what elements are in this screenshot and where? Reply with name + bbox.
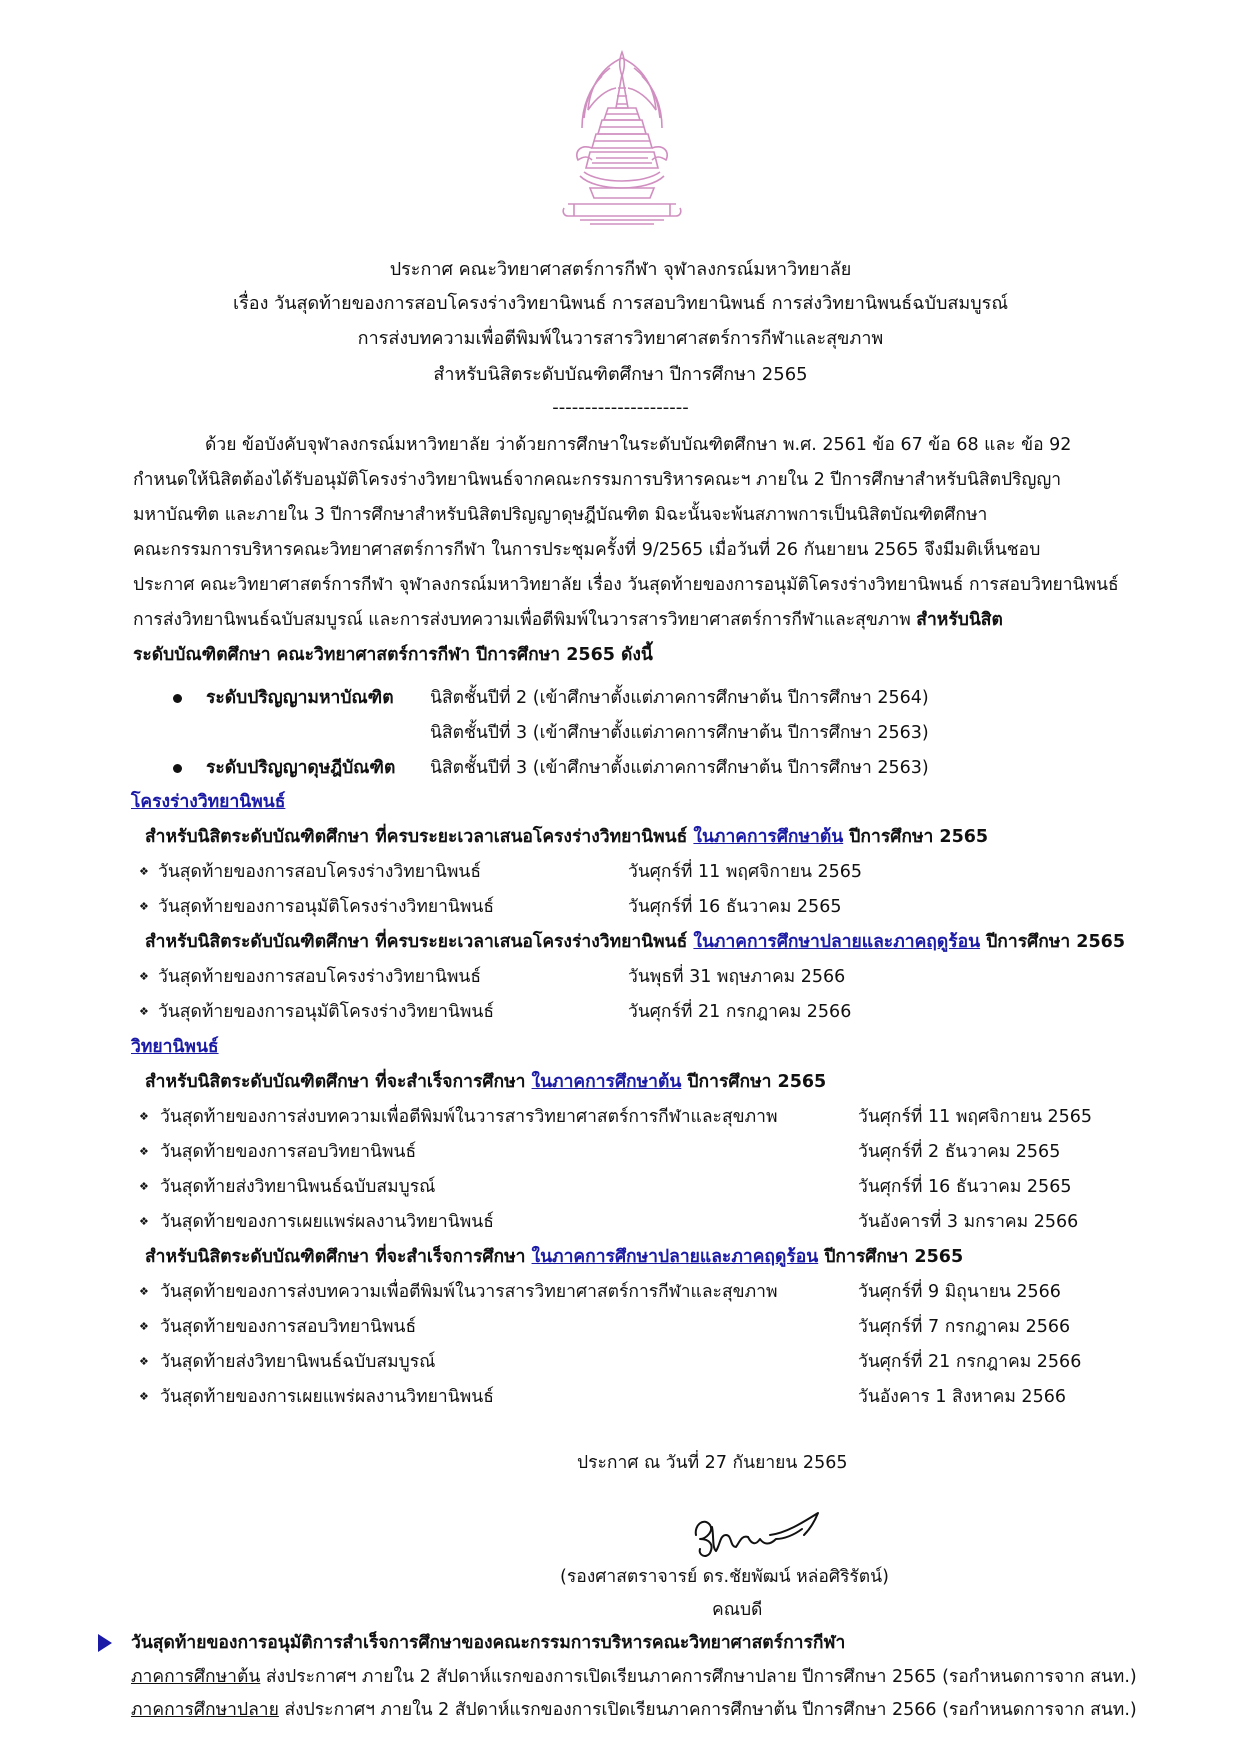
- deadline-label: วันสุดท้ายของการสอบโครงร่างวิทยานิพนธ์: [158, 967, 481, 987]
- heading-text: ปีการศึกษา 2565: [818, 1247, 964, 1267]
- deadline-date: วันอังคาร 1 สิงหาคม 2566: [858, 1387, 1066, 1407]
- heading-text: ปีการศึกษา 2565: [681, 1072, 827, 1092]
- deadline-label: วันสุดท้ายของการสอบวิทยานิพนธ์: [160, 1317, 417, 1337]
- intro-line: ด้วย ข้อบังคับจุฬาลงกรณ์มหาวิทยาลัย ว่าด้วยการศึกษาในระดับบัณฑิตศึกษา พ.ศ. 2561 ข้อ 67 ข้อ 68 และ ข้อ 92: [205, 435, 1072, 455]
- heading-text: สำหรับนิสิตระดับบัณฑิตศึกษา ที่ครบระยะเวลาเสนอโครงร่างวิทยานิพนธ์: [145, 932, 694, 952]
- deadline-date: วันศุกร์ที่ 21 กรกฎาคม 2566: [628, 1002, 852, 1022]
- master-year3-text: นิสิตชั้นปีที่ 3 (เข้าศึกษาตั้งแต่ภาคการศึกษาต้น ปีการศึกษา 2563): [430, 723, 929, 743]
- proposal-sec1-heading: [145, 825, 988, 849]
- doctor-year3-text: นิสิตชั้นปีที่ 3 (เข้าศึกษาตั้งแต่ภาคการศึกษาต้น ปีการศึกษา 2563): [430, 758, 929, 778]
- diamond-bullet-icon: ❖: [139, 865, 149, 878]
- deadline-label: วันสุดท้ายของการส่งบทความเพื่อตีพิมพ์ในวารสารวิทยาศาสตร์การกีฬาและสุขภาพ: [160, 1282, 778, 1302]
- diamond-bullet-icon: ❖: [139, 900, 149, 913]
- deadline-date: วันศุกร์ที่ 16 ธันวาคม 2565: [628, 897, 842, 917]
- thesis-section-title[interactable]: วิทยานิพนธ์: [131, 1037, 219, 1057]
- deadline-date: วันศุกร์ที่ 11 พฤศจิกายน 2565: [628, 862, 863, 882]
- intro-line: [133, 608, 1003, 632]
- deadline-label: วันสุดท้ายของการเผยแพร่ผลงานวิทยานิพนธ์: [160, 1387, 494, 1407]
- heading-text: สำหรับนิสิตระดับบัณฑิตศึกษา ที่จะสำเร็จการศึกษา: [145, 1247, 532, 1267]
- proposal-sec2-heading: [145, 930, 1125, 954]
- deadline-date: วันศุกร์ที่ 9 มิถุนายน 2566: [858, 1282, 1061, 1302]
- footer-text: ส่งประกาศฯ ภายใน 2 สัปดาห์แรกของการเปิดเรียนภาคการศึกษาต้น ปีการศึกษา 2566 (รอกำหนดการจาก สนท.): [278, 1700, 1137, 1720]
- intro-line-bold: ระดับบัณฑิตศึกษา คณะวิทยาศาสตร์การกีฬา ปีการศึกษา 2565 ดังนี้: [133, 645, 653, 665]
- master-level-label: ระดับปริญญามหาบัณฑิต: [206, 688, 394, 708]
- deadline-date: วันพุธที่ 31 พฤษภาคม 2566: [628, 967, 846, 987]
- header-divider: ---------------------: [552, 397, 689, 418]
- arrow-bullet-icon: [98, 1634, 112, 1652]
- signature-icon: [690, 1505, 830, 1561]
- bullet-icon: [173, 764, 182, 773]
- intro-bold-text: สำหรับนิสิต: [916, 610, 1003, 630]
- intro-line: ประกาศ คณะวิทยาศาสตร์การกีฬา จุฬาลงกรณ์มหาวิทยาลัย เรื่อง วันสุดท้ายของการอนุมัติโครงร่างวิทยานิพนธ์ การสอบวิทยานิพนธ์: [133, 575, 1119, 595]
- thesis-sec2-heading: [145, 1245, 963, 1269]
- term-link[interactable]: ในภาคการศึกษาต้น: [693, 827, 844, 847]
- doctor-level-label: ระดับปริญญาดุษฎีบัณฑิต: [206, 758, 396, 778]
- heading-text: ปีการศึกษา 2565: [980, 932, 1125, 952]
- proposal-section-title[interactable]: โครงร่างวิทยานิพนธ์: [131, 792, 286, 812]
- heading-text: ปีการศึกษา 2565: [843, 827, 989, 847]
- diamond-bullet-icon: ❖: [139, 970, 149, 983]
- diamond-bullet-icon: ❖: [139, 1215, 149, 1228]
- master-year2-text: นิสิตชั้นปีที่ 2 (เข้าศึกษาตั้งแต่ภาคการศึกษาต้น ปีการศึกษา 2564): [430, 688, 929, 708]
- header-line-4: สำหรับนิสิตระดับบัณฑิตศึกษา ปีการศึกษา 2565: [433, 364, 808, 385]
- deadline-label: วันสุดท้ายของการสอบโครงร่างวิทยานิพนธ์: [158, 862, 481, 882]
- intro-line: กำหนดให้นิสิตต้องได้รับอนุมัติโครงร่างวิทยานิพนธ์จากคณะกรรมการบริหารคณะฯ ภายใน 2 ปีการศึกษาสำหรับนิสิตปริญญา: [133, 470, 1062, 490]
- intro-line: คณะกรรมการบริหารคณะวิทยาศาสตร์การกีฬา ในการประชุมครั้งที่ 9/2565 เมื่อวันที่ 26 กันยายน 2565 จึงมีมติเห็นชอบ: [133, 540, 1041, 560]
- intro-line: มหาบัณฑิต และภายใน 3 ปีการศึกษาสำหรับนิสิตปริญญาดุษฎีบัณฑิต มิฉะนั้นจะพ้นสภาพการเป็นนิสิตบัณฑิตศึกษา: [133, 505, 988, 525]
- deadline-date: วันอังคารที่ 3 มกราคม 2566: [858, 1212, 1079, 1232]
- diamond-bullet-icon: ❖: [139, 1145, 149, 1158]
- deadline-label: วันสุดท้ายส่งวิทยานิพนธ์ฉบับสมบูรณ์: [160, 1177, 436, 1197]
- term-link[interactable]: ในภาคการศึกษาปลายและภาคฤดูร้อน: [531, 1247, 819, 1267]
- deadline-date: วันศุกร์ที่ 11 พฤศจิกายน 2565: [858, 1107, 1093, 1127]
- header-line-3: การส่งบทความเพื่อตีพิมพ์ในวารสารวิทยาศาสตร์การกีฬาและสุขภาพ: [357, 328, 884, 349]
- footer-row: [131, 1698, 1137, 1722]
- diamond-bullet-icon: ❖: [139, 1180, 149, 1193]
- header-line-1: ประกาศ คณะวิทยาศาสตร์การกีฬา จุฬาลงกรณ์มหาวิทยาลัย: [389, 259, 852, 280]
- announcement-date: ประกาศ ณ วันที่ 27 กันยายน 2565: [577, 1453, 848, 1473]
- deadline-date: วันศุกร์ที่ 2 ธันวาคม 2565: [858, 1142, 1061, 1162]
- term-link[interactable]: ในภาคการศึกษาต้น: [531, 1072, 682, 1092]
- deadline-label: วันสุดท้ายของการเผยแพร่ผลงานวิทยานิพนธ์: [160, 1212, 494, 1232]
- deadline-date: วันศุกร์ที่ 16 ธันวาคม 2565: [858, 1177, 1072, 1197]
- deadline-label: วันสุดท้ายของการสอบวิทยานิพนธ์: [160, 1142, 417, 1162]
- diamond-bullet-icon: ❖: [139, 1005, 149, 1018]
- signer-name: (รองศาสตราจารย์ ดร.ชัยพัฒน์ หล่อศิริรัตน์): [560, 1567, 889, 1587]
- deadline-date: วันศุกร์ที่ 21 กรกฎาคม 2566: [858, 1352, 1082, 1372]
- diamond-bullet-icon: ❖: [139, 1320, 149, 1333]
- header-subject-line: เรื่อง วันสุดท้ายของการสอบโครงร่างวิทยานิพนธ์ การสอบวิทยานิพนธ์ การส่งวิทยานิพนธ์ฉบับสมบูรณ์: [232, 293, 1009, 314]
- deadline-date: วันศุกร์ที่ 7 กรกฎาคม 2566: [858, 1317, 1071, 1337]
- deadline-label: วันสุดท้ายของการส่งบทความเพื่อตีพิมพ์ในวารสารวิทยาศาสตร์การกีฬาและสุขภาพ: [160, 1107, 778, 1127]
- footer-heading: วันสุดท้ายของการอนุมัติการสำเร็จการศึกษาของคณะกรรมการบริหารคณะวิทยาศาสตร์การกีฬา: [131, 1633, 846, 1653]
- deadline-label: วันสุดท้ายของการอนุมัติโครงร่างวิทยานิพนธ์: [158, 1002, 495, 1022]
- footer-row: [131, 1665, 1137, 1689]
- deadline-label: วันสุดท้ายของการอนุมัติโครงร่างวิทยานิพนธ์: [158, 897, 495, 917]
- thesis-sec1-heading: [145, 1070, 826, 1094]
- bullet-icon: [173, 694, 182, 703]
- term-label: ภาคการศึกษาปลาย: [131, 1700, 279, 1720]
- deadline-label: วันสุดท้ายส่งวิทยานิพนธ์ฉบับสมบูรณ์: [160, 1352, 436, 1372]
- term-label: ภาคการศึกษาต้น: [131, 1667, 261, 1687]
- intro-text: การส่งวิทยานิพนธ์ฉบับสมบูรณ์ และการส่งบทความเพื่อตีพิมพ์ในวารสารวิทยาศาสตร์การกีฬาและสุขภาพ: [133, 610, 917, 630]
- university-emblem-icon: [560, 48, 684, 236]
- signer-title: คณบดี: [712, 1600, 763, 1620]
- diamond-bullet-icon: ❖: [139, 1390, 149, 1403]
- footer-text: ส่งประกาศฯ ภายใน 2 สัปดาห์แรกของการเปิดเรียนภาคการศึกษาปลาย ปีการศึกษา 2565 (รอกำหนดการจาก สนท.): [260, 1667, 1137, 1687]
- diamond-bullet-icon: ❖: [139, 1355, 149, 1368]
- heading-text: สำหรับนิสิตระดับบัณฑิตศึกษา ที่จะสำเร็จการศึกษา: [145, 1072, 532, 1092]
- diamond-bullet-icon: ❖: [139, 1285, 149, 1298]
- term-link[interactable]: ในภาคการศึกษาปลายและภาคฤดูร้อน: [693, 932, 981, 952]
- diamond-bullet-icon: ❖: [139, 1110, 149, 1123]
- heading-text: สำหรับนิสิตระดับบัณฑิตศึกษา ที่ครบระยะเวลาเสนอโครงร่างวิทยานิพนธ์: [145, 827, 694, 847]
